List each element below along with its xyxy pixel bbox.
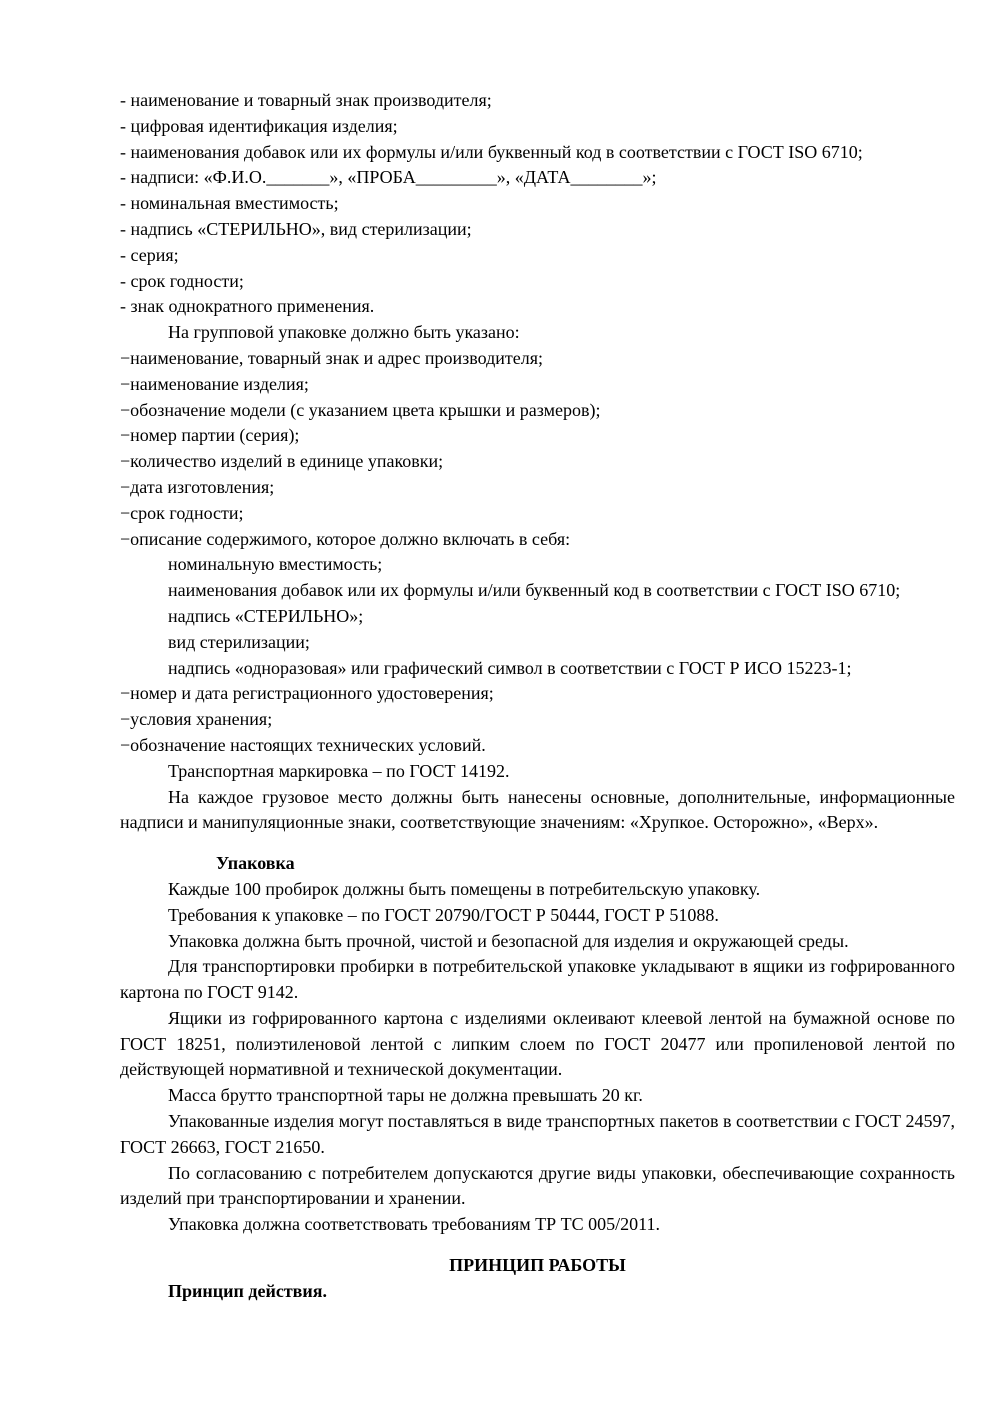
paragraph: −обозначение настоящих технических условий.: [120, 734, 486, 755]
paragraph: −дата изготовления;: [120, 476, 275, 497]
paragraph: −количество изделий в единице упаковки;: [120, 451, 444, 472]
lead-bold-princip-deystviya: Принцип действия.: [168, 1280, 327, 1301]
paragraph: надпись «СТЕРИЛЬНО»;: [168, 605, 364, 626]
paragraph: - знак однократного применения.: [120, 296, 375, 317]
paragraph: - надпись «СТЕРИЛЬНО», вид стерилизации;: [120, 218, 472, 239]
paragraph: - наименования добавок или их формулы и/или буквенный код в соответствии с ГОСТ ISO 6710;: [120, 141, 863, 162]
paragraph: Масса брутто транспортной тары не должна превышать 20 кг.: [168, 1085, 643, 1106]
paragraph: −номер и дата регистрационного удостоверения;: [120, 683, 494, 704]
paragraph: Ящики из гофрированного картона с изделиями оклеивают клеевой лентой на бумажной основе по ГОСТ 18251, полиэтиленовой лентой с липким слоем по ГОСТ 20477 или пропиленовой лентой по действующей нормативной и технической документации.: [120, 1007, 955, 1080]
paragraph: Требования к упаковке – по ГОСТ 20790/ГОСТ Р 50444, ГОСТ Р 51088.: [168, 904, 719, 925]
paragraph: наименования добавок или их формулы и/или буквенный код в соответствии с ГОСТ ISO 6710;: [168, 580, 901, 601]
section-title-upakovka: Упаковка: [216, 853, 295, 874]
paragraph: На групповой упаковке должно быть указано:: [168, 322, 520, 343]
paragraph: надпись «одноразовая» или графический символ в соответствии с ГОСТ Р ИСО 15223-1;: [168, 657, 852, 678]
paragraph: номинальную вместимость;: [168, 554, 383, 575]
paragraph: Упаковка должна соответствовать требованиям ТР ТС 005/2011.: [168, 1214, 660, 1235]
paragraph: −обозначение модели (с указанием цвета крышки и размеров);: [120, 399, 601, 420]
paragraph: −наименование, товарный знак и адрес производителя;: [120, 347, 543, 368]
document-content: [120, 88, 955, 1305]
paragraph: −описание содержимого, которое должно включать в себя:: [120, 528, 571, 549]
paragraph: - срок годности;: [120, 270, 244, 291]
paragraph: −наименование изделия;: [120, 373, 309, 394]
paragraph: - цифровая идентификация изделия;: [120, 115, 398, 136]
paragraph: −условия хранения;: [120, 709, 273, 730]
paragraph: - наименование и товарный знак производителя;: [120, 90, 492, 110]
paragraph: На каждое грузовое место должны быть нанесены основные, дополнительные, информационные надписи и манипуляционные знаки, соответствующие значениям: «Хрупкое. Осторожно», «Верх».: [120, 786, 955, 833]
paragraph: - номинальная вместимость;: [120, 193, 339, 214]
paragraph: Каждые 100 пробирок должны быть помещены в потребительскую упаковку.: [168, 878, 761, 899]
section-title-princip-raboty: ПРИНЦИП РАБОТЫ: [449, 1255, 626, 1276]
paragraph: −номер партии (серия);: [120, 425, 300, 446]
paragraph: По согласованию с потребителем допускаются другие виды упаковки, обеспечивающие сохранность изделий при транспортировании и хранении.: [120, 1162, 955, 1209]
paragraph: Упаковка должна быть прочной, чистой и безопасной для изделия и окружающей среды.: [168, 930, 849, 951]
paragraph: - серия;: [120, 244, 179, 265]
paragraph: вид стерилизации;: [168, 631, 310, 652]
paragraph: - надписи: «Ф.И.О._______», «ПРОБА_________», «ДАТА________»;: [120, 167, 657, 188]
paragraph: Для транспортировки пробирки в потребительской упаковке укладывают в ящики из гофрированного картона по ГОСТ 9142.: [120, 956, 955, 1003]
paragraph: Транспортная маркировка – по ГОСТ 14192.: [168, 760, 510, 781]
paragraph: −срок годности;: [120, 502, 244, 523]
paragraph: Упакованные изделия могут поставляться в виде транспортных пакетов в соответствии с ГОСТ 24597, ГОСТ 26663, ГОСТ 21650.: [120, 1111, 955, 1157]
